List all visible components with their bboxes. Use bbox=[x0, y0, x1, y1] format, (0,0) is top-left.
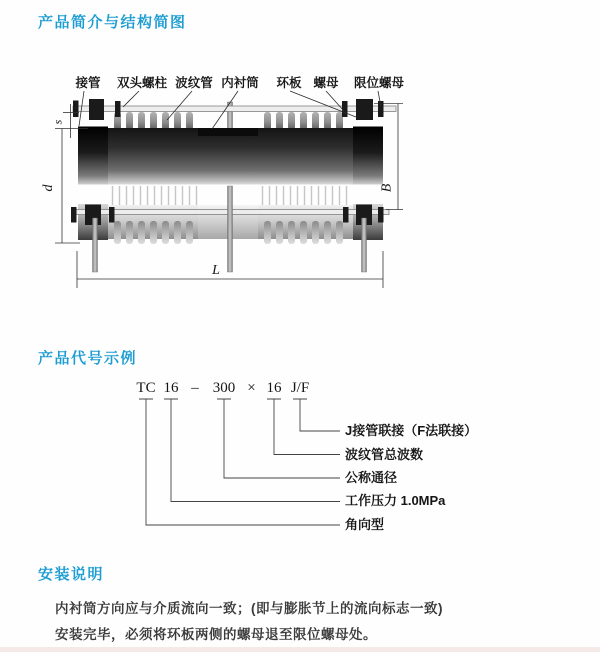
code-seg-dash: – bbox=[191, 380, 199, 396]
code-seg-pressure: 16 bbox=[163, 380, 179, 396]
label-double-end-stud: 双头螺柱 bbox=[116, 76, 168, 90]
meaning-nominal-diameter: 公称通径 bbox=[345, 470, 398, 485]
section-title-intro: 产品简介与结构简图 bbox=[38, 14, 187, 31]
dim-label-L: L bbox=[212, 263, 220, 278]
connecting-pipe-left bbox=[78, 127, 108, 185]
install-note-2: 安装完毕，必须将环板两侧的螺母退至限位螺母处。 bbox=[55, 627, 377, 642]
product-code-diagram bbox=[130, 375, 520, 545]
dim-label-B: B bbox=[379, 183, 395, 193]
code-meanings bbox=[345, 423, 477, 532]
structure-diagram bbox=[30, 60, 480, 310]
code-connector-lines bbox=[139, 399, 340, 525]
label-connecting-pipe: 接管 bbox=[75, 76, 101, 90]
label-limit-nut: 限位螺母 bbox=[353, 76, 405, 90]
part-labels bbox=[74, 75, 404, 90]
code-segments bbox=[136, 380, 309, 396]
code-seg-type: TC bbox=[136, 380, 156, 396]
meaning-wave-count: 波纹管总波数 bbox=[345, 447, 424, 462]
meaning-connection: J接管联接（F法联接） bbox=[345, 423, 478, 438]
inner-sleeve-collar bbox=[198, 128, 258, 136]
dimension-B bbox=[386, 104, 403, 210]
label-ring-plate: 环板 bbox=[276, 76, 302, 90]
label-inner-sleeve: 内衬筒 bbox=[221, 76, 259, 90]
meaning-angular-type: 角向型 bbox=[345, 517, 385, 532]
joint-upper-half bbox=[73, 99, 403, 185]
section-title-install: 安装说明 bbox=[38, 566, 105, 583]
dim-label-d: d bbox=[41, 184, 56, 192]
bellows-body bbox=[78, 128, 383, 185]
label-nut: 螺母 bbox=[313, 76, 339, 90]
page-bottom-edge bbox=[0, 647, 600, 652]
connecting-pipe-right bbox=[353, 127, 383, 185]
code-seg-connection: J/F bbox=[290, 380, 310, 396]
section-title-code: 产品代号示例 bbox=[38, 350, 138, 367]
meaning-working-pressure: 工作压力 1.0MPa bbox=[345, 493, 446, 508]
joint-lower-half bbox=[71, 186, 389, 272]
install-note-1: 内衬筒方向应与介质流向一致；(即与膨胀节上的流向标志一致) bbox=[55, 601, 443, 616]
code-seg-diameter: 300 bbox=[212, 380, 236, 396]
code-seg-times: × bbox=[247, 380, 256, 396]
dim-label-s: s bbox=[50, 119, 65, 125]
label-bellows: 波纹管 bbox=[175, 76, 213, 90]
tie-rod-upper bbox=[73, 106, 396, 112]
code-seg-waves: 16 bbox=[266, 380, 282, 396]
